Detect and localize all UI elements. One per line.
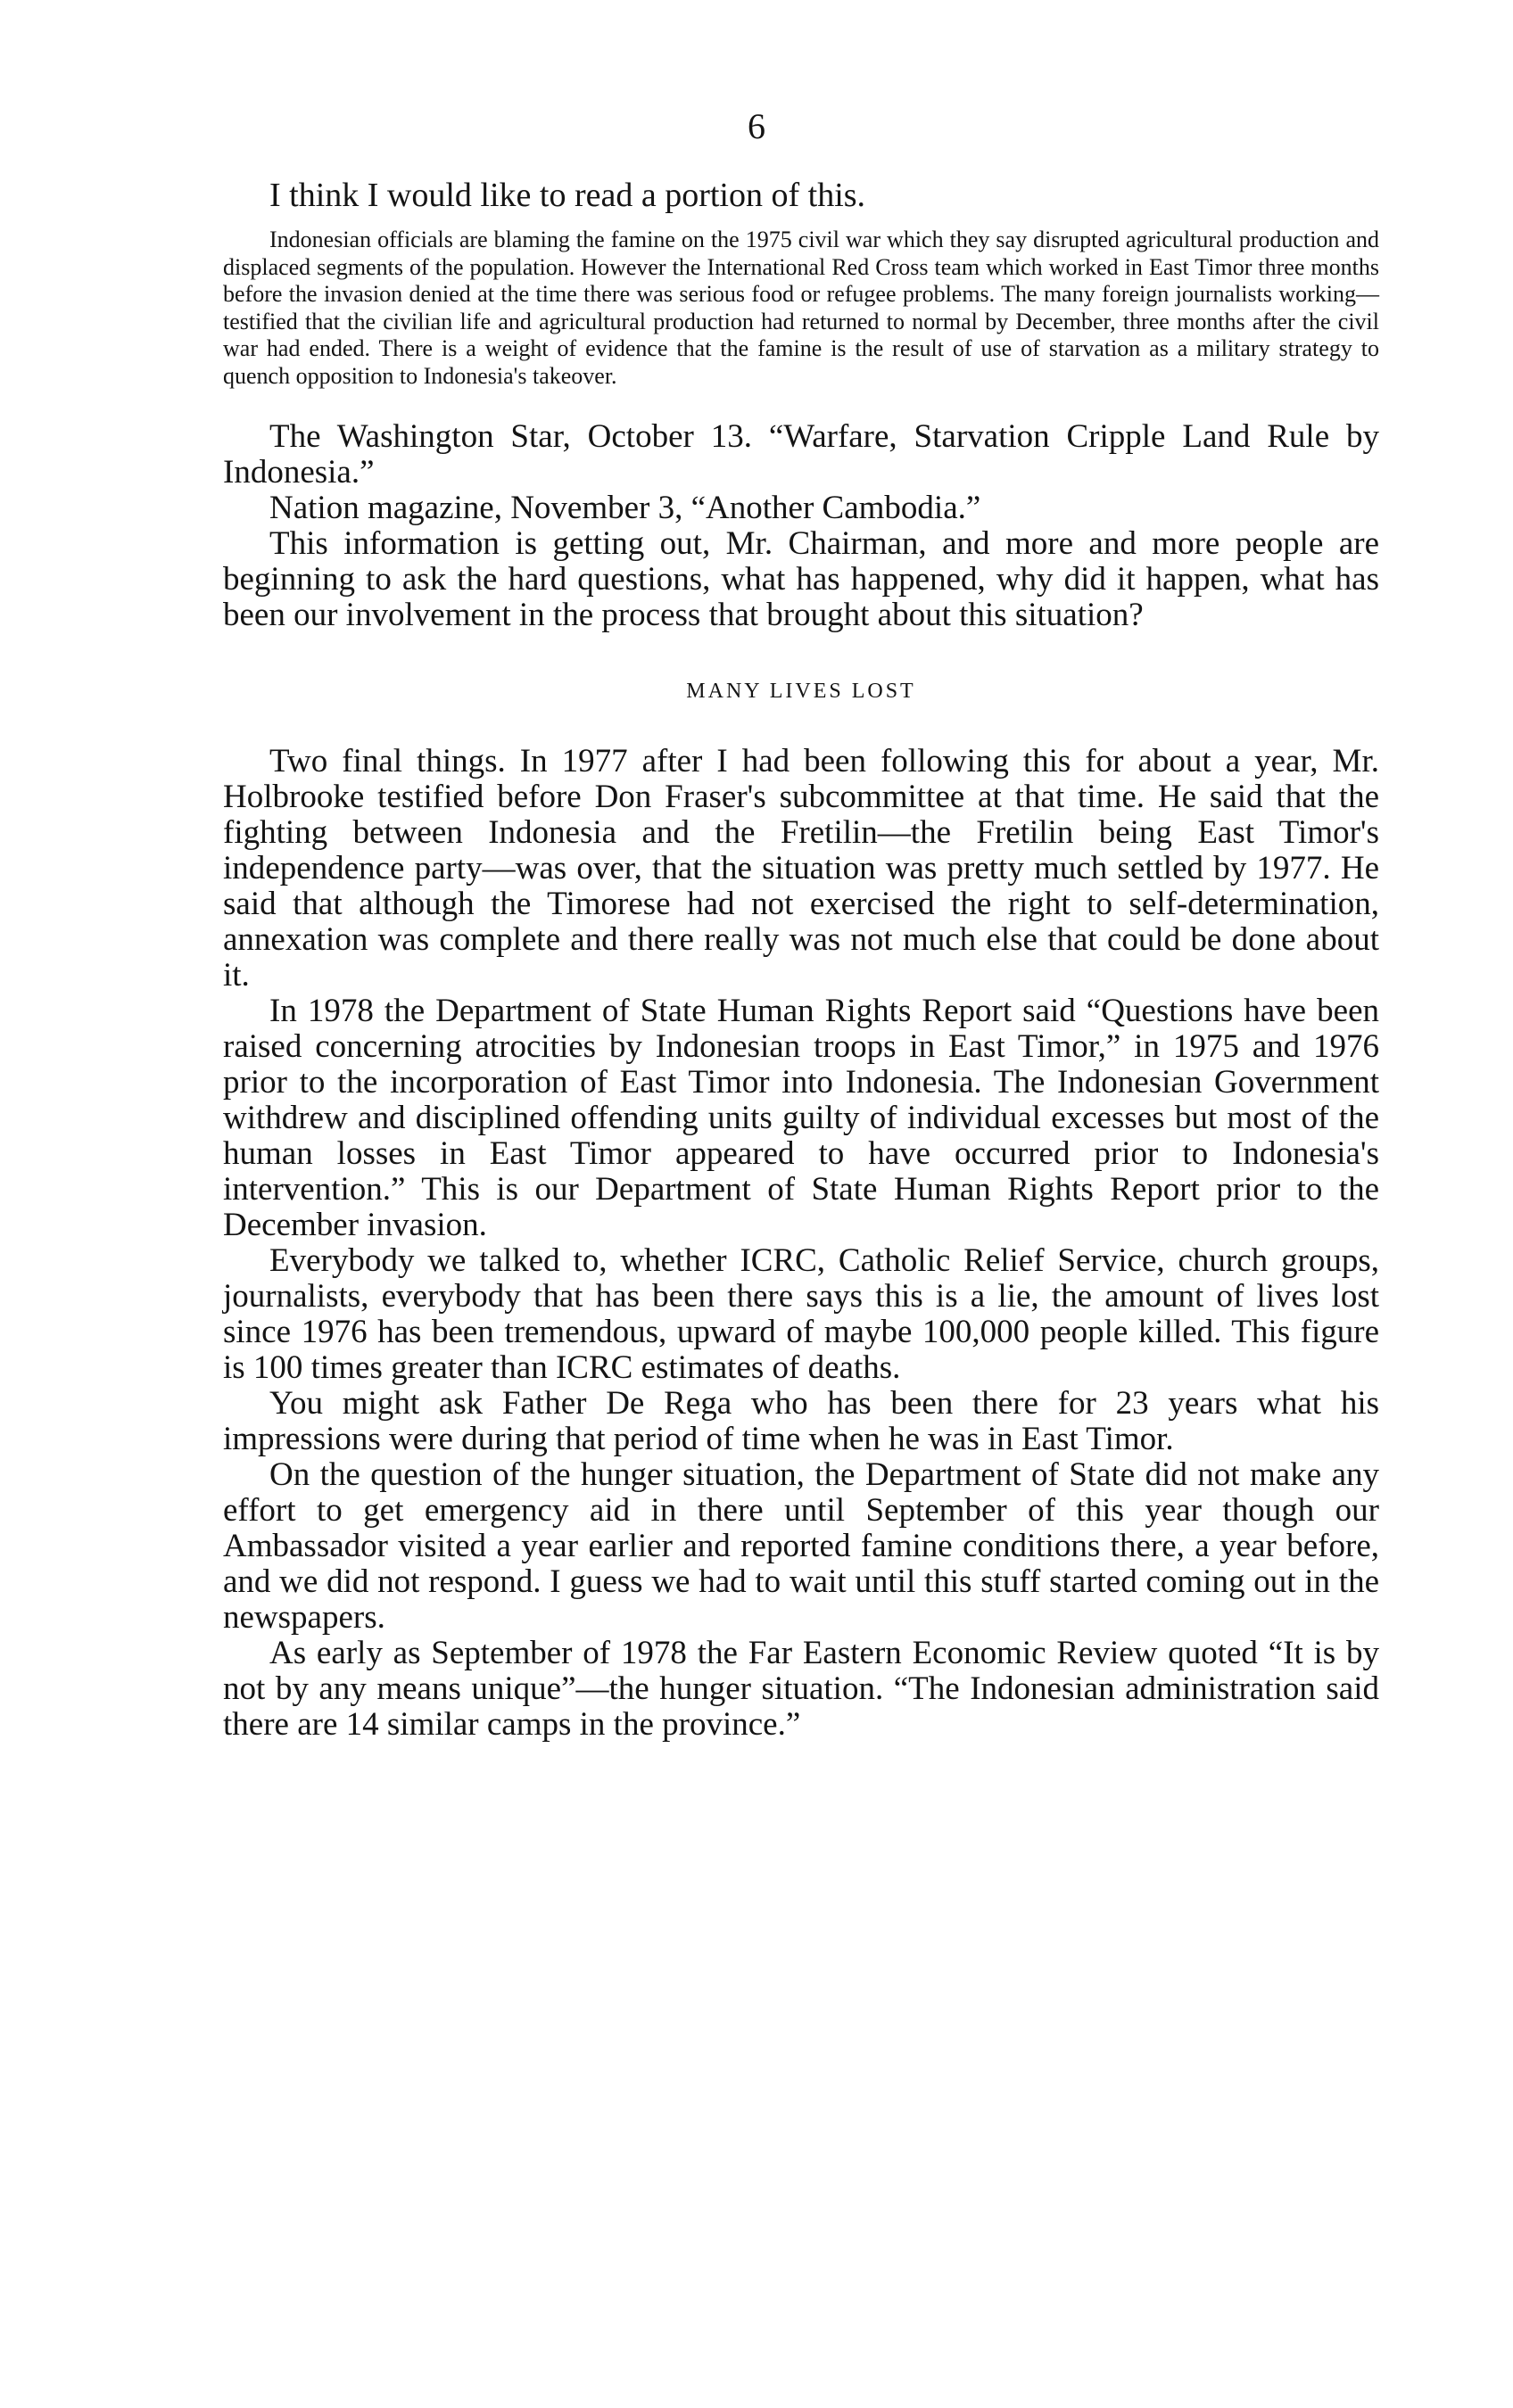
paragraph-father-de-rega: You might ask Father De Rega who has been there for 23 years what his impressions were during that period of time when he was in East Timor. — [223, 1384, 1379, 1457]
section-heading: MANY LIVES LOST — [686, 679, 916, 703]
citation-washington-star: The Washington Star, October 13. “Warfare, Starvation Cripple Land Rule by Indonesia.” — [223, 417, 1379, 491]
page-number: 6 — [748, 106, 765, 146]
paragraph-far-eastern-review: As early as September of 1978 the Far Eastern Economic Review quoted “It is by not by any means unique”—the hunger situation. “The Indonesian administration said there are 14 similar camps in the province.” — [223, 1634, 1379, 1743]
paragraph-human-rights-report: In 1978 the Department of State Human Rights Report said “Questions have been raised concerning atrocities by Indonesian troops in East Timor,” in 1975 and 1976 prior to the incorporation of East Timor into Indonesia. The Indonesian Government withdrew and disciplined offending units guilty of individual excesses but most of the human losses in East Timor appeared to have occurred prior to Indonesia's intervention.” This is our Department of State Human Rights Report prior to the December invasion. — [223, 992, 1379, 1243]
quoted-passage: Indonesian officials are blaming the famine on the 1975 civil war which they say disrupted agricultural production and displaced segments of the population. However the International Red Cross team which worked in East Timor three months before the invasion denied at the time there was serious food or refugee problems. The many foreign journalists working—testified that the civilian life and agricultural production had returned to normal by December, three months after the civil war had ended. There is a weight of evidence that the famine is the result of use of starvation as a military strategy to quench opposition to Indonesia's takeover. — [223, 227, 1379, 389]
citation-nation-magazine: Nation magazine, November 3, “Another Cambodia.” — [269, 489, 981, 526]
paragraph-information: This information is getting out, Mr. Chairman, and more and more people are beginning to ask the hard questions, what has happened, why did it happen, what has been our involvement in the process that brought about this situation? — [223, 524, 1379, 633]
paragraph-everybody: Everybody we talked to, whether ICRC, Catholic Relief Service, church groups, journalists, everybody that has been there says this is a lie, the amount of lives lost since 1976 has been tremendous, upward of maybe 100,000 people killed. This figure is 100 times greater than ICRC estimates of deaths. — [223, 1241, 1379, 1386]
page-content — [223, 175, 1379, 1743]
intro-sentence: I think I would like to read a portion of this. — [269, 177, 866, 214]
paragraph-two-final-things: Two final things. In 1977 after I had been following this for about a year, Mr. Holbrooke testified before Don Fraser's subcommittee at that time. He said that the fighting between Indonesia and the Fretilin—the Fretilin being East Timor's independence party—was over, that the situation was pretty much settled by 1977. He said that although the Timorese had not exercised the right to self-determination, annexation was complete and there really was not much else that could be done about it. — [223, 742, 1379, 994]
paragraph-hunger-situation: On the question of the hunger situation, the Department of State did not make any effort to get emergency aid in there until September of this year though our Ambassador visited a year earlier and reported famine conditions there, a year before, and we did not respond. I guess we had to wait until this stuff started coming out in the newspapers. — [223, 1456, 1379, 1636]
